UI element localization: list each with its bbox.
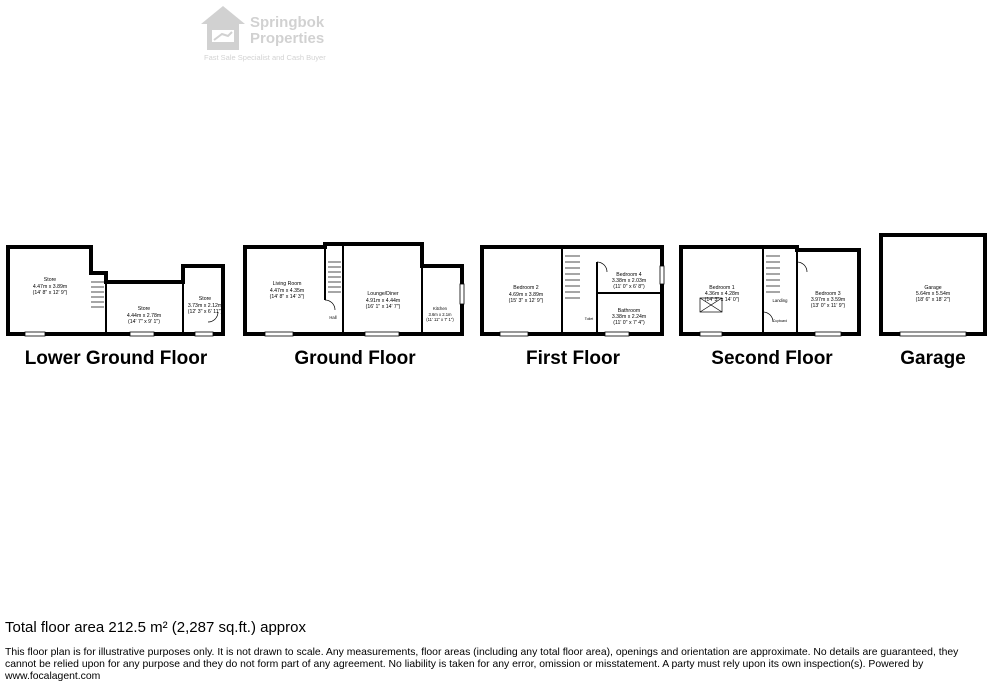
window-icon [460, 284, 464, 304]
room-dims-imperial: (12' 3" x 6' 11") [187, 309, 223, 315]
floor-label-garage: Garage [900, 348, 966, 369]
disclaimer-text: This floor plan is for illustrative purposes only. It is not drawn to scale. Any measurements, floor areas (including any total floor area), openings and orientation are approximate. No details are guaranteed, they cannot be relied upon for any purpose and they do not form part of any agreement. No liability is taken for any error, omission or misstatement. A party must rely upon its own inspection(s). Powered by www.focalagent.com [5, 647, 959, 682]
room-dims-imperial: (15' 3" x 12' 9") [508, 298, 544, 304]
room-dims: 3.38m x 2.24m [611, 314, 647, 320]
logo-line-2: Properties [250, 30, 325, 47]
door-arc-icon [797, 262, 807, 272]
window-icon [265, 332, 293, 336]
room-dims: 4.47m x 4.35m [269, 288, 305, 294]
company-logo [198, 4, 348, 64]
window-icon [605, 332, 629, 336]
room-dims-imperial: (16' 1" x 14' 7") [365, 304, 401, 310]
door-arc-icon [763, 312, 773, 322]
door-arc-icon [597, 262, 607, 272]
room-dims: 3.73m x 2.12m [187, 303, 223, 309]
room-name: Bedroom 1 [709, 285, 735, 291]
room-dims-imperial: (18' 6" x 18' 2") [915, 297, 951, 303]
window-icon [365, 332, 399, 336]
sf-stairs-icon [766, 256, 780, 292]
room-name: Toilet [584, 317, 594, 321]
window-icon [700, 332, 722, 336]
room-dims: 4.47m x 3.89m [32, 284, 68, 290]
window-icon [660, 266, 664, 284]
room-name: Hall [329, 315, 337, 320]
room-name: Lounge/Diner [367, 291, 399, 297]
room-dims: 3.97m x 3.59m [810, 297, 846, 303]
floor-label-second: Second Floor [711, 348, 833, 369]
room-name: Living Room [272, 281, 302, 287]
room-name: Bedroom 4 [616, 272, 642, 278]
room-dims-imperial: (14' 8" x 12' 9") [32, 290, 68, 296]
ff-stairs-icon [565, 256, 580, 298]
room-name: Kitchen [433, 306, 447, 311]
house-logo-icon [198, 4, 248, 52]
window-icon [25, 332, 45, 336]
gf-stairs-icon [328, 262, 341, 292]
room-name: Store [198, 296, 212, 302]
logo-line-1: Springbok [250, 14, 325, 31]
room-dims-imperial: (14' 3" x 14' 0") [704, 297, 740, 303]
room-dims: 4.91m x 4.44m [365, 298, 401, 304]
room-dims-imperial: (11' 0" x 6' 8") [613, 284, 645, 290]
floor-label-first: First Floor [526, 348, 620, 369]
room-dims: 3.6m x 2.1m [428, 312, 452, 317]
floor-label-lower-ground: Lower Ground Floor [24, 348, 208, 369]
room-dims-imperial: (13' 0" x 11' 9") [810, 303, 846, 309]
room-name: Garage [924, 285, 942, 291]
total-floor-area: Total floor area 212.5 m² (2,287 sq.ft.) approx [5, 619, 306, 636]
room-dims-imperial: (11' 0" x 7' 4") [613, 320, 645, 326]
room-name: Store [43, 277, 57, 283]
room-dims-imperial: (11' 11" x 7' 1") [426, 317, 454, 322]
room-name: Bathroom [617, 308, 641, 314]
room-dims: 3.38m x 2.03m [611, 278, 647, 284]
window-icon [195, 332, 213, 336]
door-arc-icon [325, 300, 335, 310]
room-dims-imperial: (14' 7" x 9' 1") [128, 319, 160, 325]
room-dims: 5.64m x 5.54m [915, 291, 951, 297]
room-name: Store [137, 306, 151, 312]
room-dims: 4.36m x 4.28m [704, 291, 740, 297]
room-name: Bedroom 3 [815, 291, 841, 297]
room-name: Landing [772, 298, 788, 303]
floor-plans [0, 220, 991, 350]
floor-label-ground: Ground Floor [294, 348, 416, 369]
room-name: Bedroom 2 [513, 285, 539, 291]
window-icon [815, 332, 841, 336]
window-icon [500, 332, 528, 336]
logo-tagline: Fast Sale Specialist and Cash Buyer [204, 53, 326, 62]
room-dims-imperial: (14' 8" x 14' 3") [269, 294, 305, 300]
room-name: Cupboard [773, 319, 787, 323]
window-icon [130, 332, 154, 336]
garage-door-icon [900, 332, 966, 336]
lg-stairs-icon [91, 282, 104, 307]
room-dims: 4.44m x 2.78m [126, 313, 162, 319]
room-dims: 4.69m x 3.89m [508, 292, 544, 298]
